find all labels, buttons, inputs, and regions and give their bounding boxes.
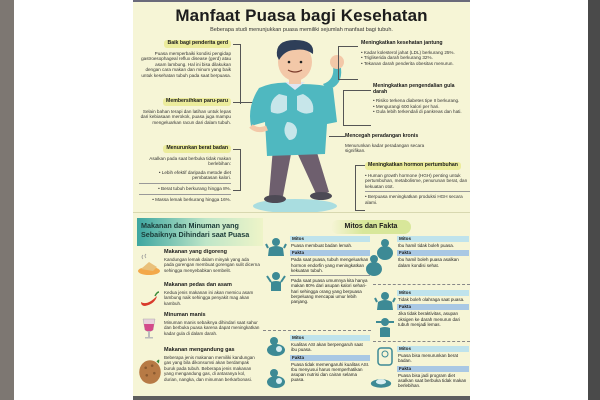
benefit-text: Menurunkan kadar peradangan secara signifikan.	[345, 142, 425, 154]
foods-section-title: Makanan dan Minuman yang Sebaiknya Dihindari saat Puasa	[137, 218, 263, 246]
benefit-weight	[139, 145, 231, 202]
benefit-bullet: • Human growth hormone (HGH) penting untuk pertumbuhan, metabolisme, penurunan berat, dan kekuatan otot.	[365, 172, 468, 189]
left-window-edge	[0, 0, 14, 400]
benefit-bullet: • Lebih efektif daripada metode diet pembatasan kalori.	[158, 169, 231, 181]
mitos-text: Puasa membuat badan lemah.	[291, 243, 353, 248]
poster-subtitle: Beberapa studi menunjukkan puasa memiliki sejumlah manfaat bagi tubuh.	[210, 27, 393, 33]
benefit-blood-sugar	[373, 84, 470, 115]
durian-icon	[137, 357, 163, 385]
fakta-extra-text: Pada saat puasa umumnya kita hanya makan 80% dari asupan kalori sehari-hari sehingga orang yang berpuasa berpeluang mencapai umur lebih panjang.	[290, 275, 370, 304]
myths-section-title: Mitos dan Fakta	[331, 220, 411, 234]
myth-fact-pair	[397, 346, 469, 390]
benefit-bullet: • Tekanan darah penderita obesitas menurun.	[361, 60, 454, 66]
myth-fact-pair	[397, 236, 469, 270]
food-item-spicy	[133, 282, 263, 312]
benefit-heading: Baik bagi penderita gerd	[164, 40, 231, 48]
plate-icon	[370, 370, 392, 392]
fakta-label: Fakta	[397, 304, 469, 310]
connector-line	[329, 136, 345, 137]
breastfeeding-icon	[265, 367, 287, 389]
benefit-intro: Asalkan pada saat berbuka tidak makan berlebihan:	[149, 155, 231, 167]
fried-food-icon	[137, 253, 161, 277]
fakta-label: Fakta	[290, 250, 370, 256]
dashed-divider	[373, 284, 470, 285]
fakta-text: Pada saat puasa, tubuh mengeluarkan hormon endorfin yang meningkatkan kekuatan tubuh.	[291, 257, 369, 273]
strong-person-icon	[265, 270, 287, 292]
dashed-divider	[373, 341, 470, 342]
fakta-text: Ibu hamil boleh puasa asalkan dalam kondisi sehat.	[398, 257, 459, 268]
benefit-heading: Membersihkan paru-paru	[163, 98, 231, 106]
mitos-label: Mitos	[290, 335, 370, 341]
food-title: Makanan yang digoreng	[164, 249, 227, 255]
tired-person-icon	[265, 236, 287, 258]
myth-fact-pair	[290, 335, 370, 385]
benefit-bullet: • Mengurangi 600 kalori per hari.	[373, 103, 440, 109]
food-title: Makanan mengandung gas	[164, 347, 235, 353]
myth-fact-pair	[397, 290, 469, 329]
pregnant-woman-icon	[363, 254, 385, 276]
breastfeeding-icon	[265, 335, 287, 357]
benefit-bullet: • Berat tubuh berkurang hingga 8%.	[139, 183, 231, 192]
benefit-bullet: • Berpuasa meningkatkan produksi HGH secara alami.	[365, 191, 470, 205]
food-item-gas	[133, 347, 263, 397]
chili-icon	[137, 286, 161, 310]
fakta-label: Fakta	[290, 355, 370, 361]
mitos-label: Mitos	[397, 290, 469, 296]
benefit-bullet: • Trigliserida darah berkurang 32%.	[361, 55, 433, 61]
mitos-text: Puasa bisa menurunkan berat badan.	[398, 353, 459, 364]
mitos-text: Kualitas ASI akan berpengaruh saat ibu puasa.	[291, 342, 363, 353]
mitos-label: Mitos	[397, 236, 469, 242]
benefit-text: Puasa memperbaiki kondisi pengidap gastroesophageal reflux disease (gerd) atau asam lambung. Hal ini bisa dilakukan dengan cara makan dan minum yang baik untuk kesehatan tubuh pada saat berpuasa.	[141, 50, 231, 78]
myth-fact-pair	[290, 236, 370, 307]
benefit-inflammation	[345, 133, 435, 154]
sweet-drink-icon	[137, 316, 161, 340]
food-text: Minuman manis sebaiknya dihindari saat sahur dan berbuka puasa karena dapat meningkatkan kadar gula di dalam darah.	[164, 320, 260, 336]
benefit-heart	[361, 40, 467, 66]
benefit-text: Selain bahan terapi dan latihan untuk lepas dari kebiasaan merokok, puasa juga mampu mengeluarkan racun dari dalam tubuh.	[140, 108, 231, 125]
fakta-text: Puasa tidak memengaruhi kualitas ASI. Ibu menyusui harus memperhatikan asupan nutrisi dan cairan selama puasa.	[291, 361, 370, 383]
scale-icon	[374, 345, 396, 367]
fakta-text: Jika tidak beraktivitas, asupan oksigen ke darah menurun dari tubuh menjadi lemas.	[398, 311, 461, 327]
connector-line	[343, 90, 371, 126]
mitos-text: Ibu hamil tidak boleh puasa.	[398, 243, 455, 248]
shadow-ellipse	[253, 199, 337, 213]
benefit-gerd	[139, 40, 231, 79]
food-title: Makanan pedas dan asam	[164, 282, 232, 288]
benefit-bullet: • Kadar kolesterol jahat (LDL) berkurang 25%.	[361, 49, 455, 55]
benefit-bullet: • Risiko terkena diabetes tipe II berkurang.	[373, 98, 460, 104]
mitos-label: Mitos	[397, 346, 469, 352]
benefit-growth-hormone	[365, 162, 470, 206]
tired-person-icon	[374, 290, 396, 312]
connector-line	[338, 46, 358, 80]
benefit-heading: Meningkatkan hormon pertumbuhan	[365, 162, 461, 170]
connector-line	[355, 165, 365, 211]
exercise-icon	[374, 316, 396, 338]
dashed-divider	[263, 330, 371, 331]
benefit-lungs	[139, 98, 231, 125]
food-text: Kandungan lemak dalam minyak yang ada pada gorengan membuat gorengan sulit dicerna sehingga menyebabkan sembelit.	[164, 257, 260, 273]
fakta-text: Puasa bisa jadi program diet asalkan saat berbuka tidak makan berlebihan.	[398, 372, 467, 389]
food-text: Beberapa jenis makanan memiliki kandungan gas yang bila dikonsumsi akan berdampak buruk pada tubuh. Beberapa jenis makanan yang mengandung gas, di antaranya kol, durian, nangka, dan minuman berkarbonasi.	[164, 355, 255, 382]
right-window-edge	[588, 0, 600, 400]
food-text: Kedua jenis makanan ini akan memicu asam lambung naik sehingga penyakit mag akan kambuh.	[164, 290, 254, 306]
benefit-heading: Meningkatkan pengendalian gula darah	[373, 83, 455, 95]
fakta-label: Fakta	[397, 366, 469, 372]
food-title: Minuman manis	[164, 312, 206, 318]
mitos-label: Mitos	[290, 236, 370, 242]
infographic-poster	[133, 2, 470, 398]
bottom-border	[133, 396, 470, 400]
benefit-bullet: • Gula lebih terkendali di pankreas dan hati.	[373, 109, 462, 115]
benefit-heading: Menurunkan berat badan	[163, 145, 231, 153]
fakta-label: Fakta	[397, 250, 469, 256]
mitos-text: Tidak boleh olahraga saat puasa.	[398, 297, 465, 302]
section-divider	[133, 212, 470, 213]
benefit-bullet: • Massa lemak berkurang hingga 16%.	[139, 194, 231, 203]
poster-title: Manfaat Puasa bagi Kesehatan	[175, 6, 428, 25]
benefit-heading: Meningkatkan kesehatan jantung	[361, 40, 443, 46]
benefit-heading: Mencegah peradangan kronis	[345, 133, 419, 139]
food-item-sweet-drink	[133, 312, 263, 348]
